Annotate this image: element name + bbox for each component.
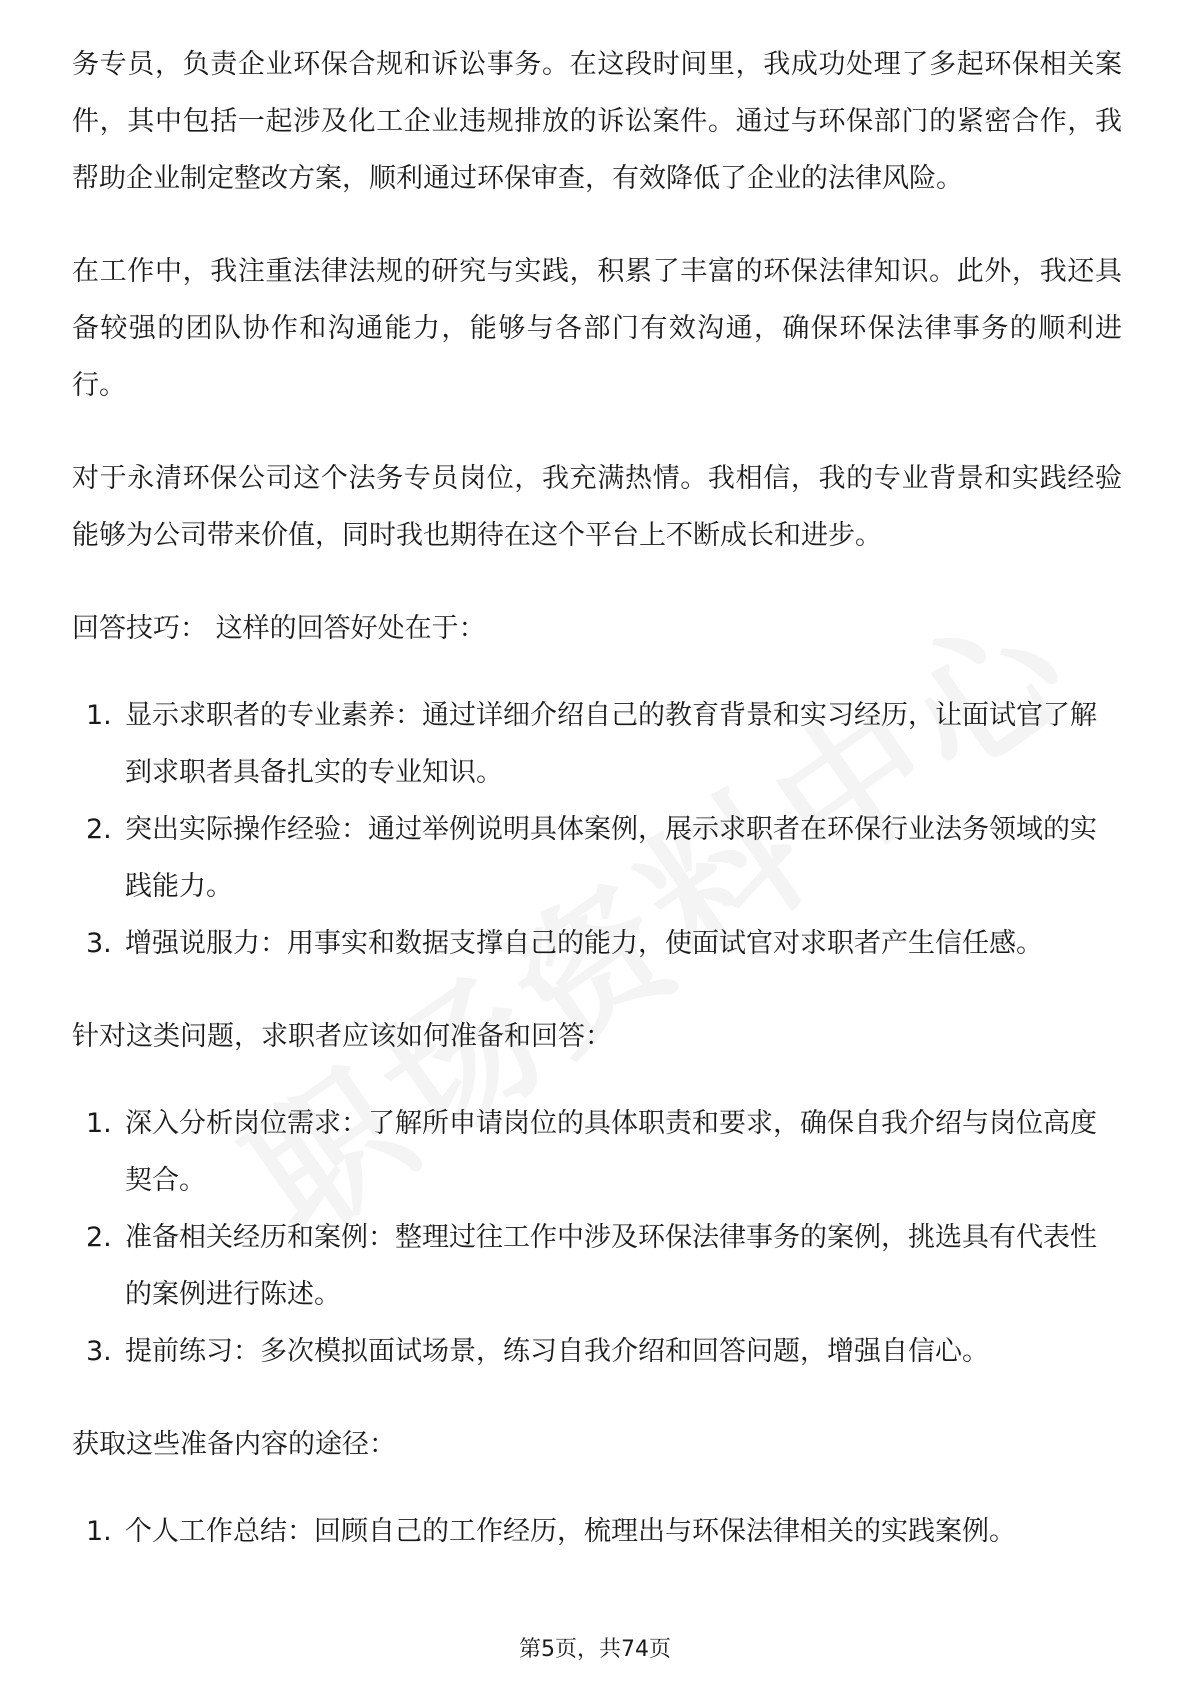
list-number: 1. <box>86 1516 112 1547</box>
list-number: 2. <box>86 1222 112 1253</box>
list-text: 显示求职者的专业素养：通过详细介绍自己的教育背景和实习经历，让面试官了解到求职者具备扎实的专业知识。 <box>125 700 1097 788</box>
paragraph: 对于永清环保公司这个法务专员岗位，我充满热情。我相信，我的专业背景和实践经验能够为公司带来价值，同时我也期待在这个平台上不断成长和进步。 <box>72 463 1122 551</box>
list-text: 增强说服力：用事实和数据支撑自己的能力，使面试官对求职者产生信任感。 <box>125 928 1043 959</box>
list-item <box>72 687 1122 801</box>
page-footer: 第5页，共74页 <box>519 1637 671 1662</box>
list-number: 3. <box>86 928 112 959</box>
list-text: 提前练习：多次模拟面试场景，练习自我介绍和回答问题，增强自信心。 <box>125 1336 989 1367</box>
paragraph: 在工作中，我注重法律法规的研究与实践，积累了丰富的环保法律知识。此外，我还具备较强的团队协作和沟通能力，能够与各部门有效沟通，确保环保法律事务的顺利进行。 <box>72 256 1122 401</box>
list-text: 突出实际操作经验：通过举例说明具体案例，展示求职者在环保行业法务领域的实践能力。 <box>125 814 1097 902</box>
sources-heading: 获取这些准备内容的途径： <box>72 1429 396 1460</box>
list-number: 1. <box>86 1108 112 1139</box>
list-item <box>72 801 1122 915</box>
list-text: 深入分析岗位需求：了解所申请岗位的具体职责和要求，确保自我介绍与岗位高度契合。 <box>125 1108 1097 1196</box>
list-text: 个人工作总结：回顾自己的工作经历，梳理出与环保法律相关的实践案例。 <box>125 1516 1016 1547</box>
list-text: 准备相关经历和案例：整理过往工作中涉及环保法律事务的案例，挑选具有代表性的案例进行陈述。 <box>125 1222 1097 1310</box>
list-item <box>72 915 1122 972</box>
list-item <box>72 1209 1122 1323</box>
paragraph: 务专员，负责企业环保合规和诉讼事务。在这段时间里，我成功处理了多起环保相关案件，其中包括一起涉及化工企业违规排放的诉讼案件。通过与环保部门的紧密合作，我帮助企业制定整改方案，顺利通过环保审查，有效降低了企业的法律风险。 <box>72 49 1122 194</box>
prepare-list <box>72 1095 1122 1380</box>
document-body <box>72 36 1122 1596</box>
sources-list <box>72 1503 1122 1560</box>
list-number: 2. <box>86 814 112 845</box>
list-number: 3. <box>86 1336 112 1367</box>
list-item <box>72 1503 1122 1560</box>
tips-list <box>72 687 1122 972</box>
list-number: 1. <box>86 700 112 731</box>
tips-heading: 回答技巧： 这样的回答好处在于： <box>72 613 486 644</box>
list-item <box>72 1323 1122 1380</box>
prepare-heading: 针对这类问题，求职者应该如何准备和回答： <box>72 1021 612 1052</box>
list-item <box>72 1095 1122 1209</box>
